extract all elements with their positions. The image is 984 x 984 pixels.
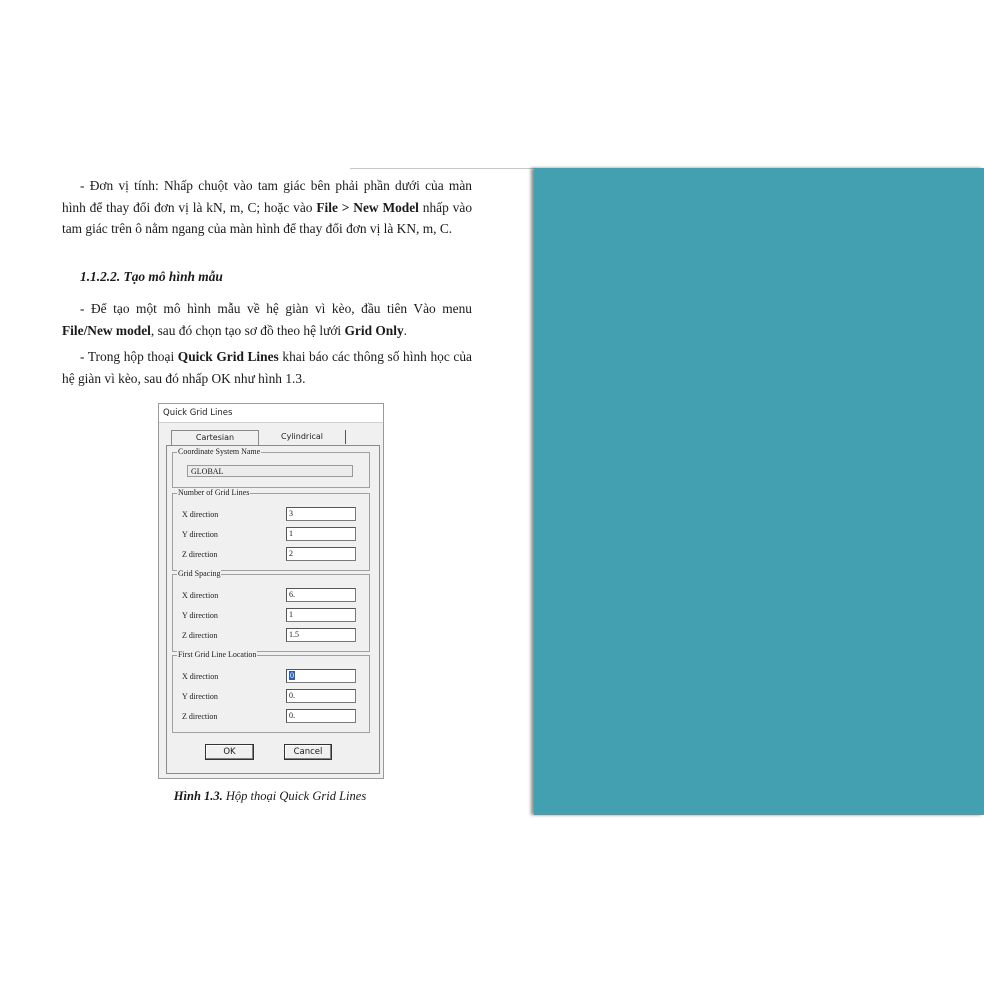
- first-y-input[interactable]: 0.: [286, 689, 356, 703]
- coordinate-system-label: Coordinate System Name: [178, 447, 261, 456]
- caption-number: Hình 1.3.: [173, 789, 223, 803]
- dialog-title: Quick Grid Lines: [159, 404, 383, 423]
- first-z-label: Z direction: [182, 712, 218, 721]
- num-y-input[interactable]: 1: [286, 527, 356, 541]
- coordinate-system-group: [172, 447, 370, 488]
- coordinate-system-field: GLOBAL: [187, 465, 353, 477]
- num-z-input[interactable]: 2: [286, 547, 356, 561]
- caption-text: Hộp thoại Quick Grid Lines: [222, 789, 367, 803]
- first-grid-line-label: First Grid Line Location: [178, 650, 257, 659]
- first-x-label: X direction: [182, 672, 219, 681]
- first-x-input[interactable]: [286, 669, 356, 683]
- spacing-y-label: Y direction: [182, 611, 218, 620]
- first-y-label: Y direction: [182, 692, 218, 701]
- num-x-input[interactable]: 3: [286, 507, 356, 521]
- section-heading: 1.1.2.2. Tạo mô hình mẫu: [80, 269, 223, 284]
- num-y-label: Y direction: [182, 530, 218, 539]
- spacing-z-label: Z direction: [182, 631, 218, 640]
- paragraph-quick-grid: - Trong hộp thoại Quick Grid Lines khai báo các thông số hình học của hệ giàn vì kèo, sau đó nhấp OK như hình 1.3.: [62, 349, 472, 386]
- teal-side-panel: [534, 168, 984, 815]
- number-of-grid-lines-group: [172, 488, 370, 571]
- first-x-selected-value: 0: [290, 671, 294, 680]
- ok-button[interactable]: OK: [205, 744, 254, 760]
- cancel-button[interactable]: Cancel: [284, 744, 332, 760]
- tab-cylindrical[interactable]: Cylindrical: [259, 430, 346, 444]
- first-grid-line-location-group: [172, 650, 370, 733]
- first-z-input[interactable]: 0.: [286, 709, 356, 723]
- paragraph-create-model: - Để tạo một mô hình mẫu về hệ giàn vì kèo, đầu tiên Vào menu File/New model, sau đó chọn tạo sơ đồ theo hệ lưới Grid Only.: [62, 301, 472, 338]
- num-x-label: X direction: [182, 510, 219, 519]
- tab-cartesian[interactable]: Cartesian: [171, 430, 259, 445]
- grid-spacing-group: [172, 569, 370, 652]
- spacing-z-input[interactable]: 1.5: [286, 628, 356, 642]
- spacing-y-input[interactable]: 1: [286, 608, 356, 622]
- paragraph-units: - Đơn vị tính: Nhấp chuột vào tam giác bên phải phần dưới của màn hình để thay đổi đơn vị là kN, m, C; hoặc vào File > New Model nhấp vào tam giác trên ô nằm ngang của màn hình để thay đổi đơn vị là KN, m, C.: [62, 178, 473, 236]
- grid-spacing-label: Grid Spacing: [178, 569, 221, 578]
- figure-caption: [0, 789, 540, 804]
- num-z-label: Z direction: [182, 550, 218, 559]
- number-of-grid-lines-label: Number of Grid Lines: [178, 488, 250, 497]
- spacing-x-label: X direction: [182, 591, 219, 600]
- spacing-x-input[interactable]: 6.: [286, 588, 356, 602]
